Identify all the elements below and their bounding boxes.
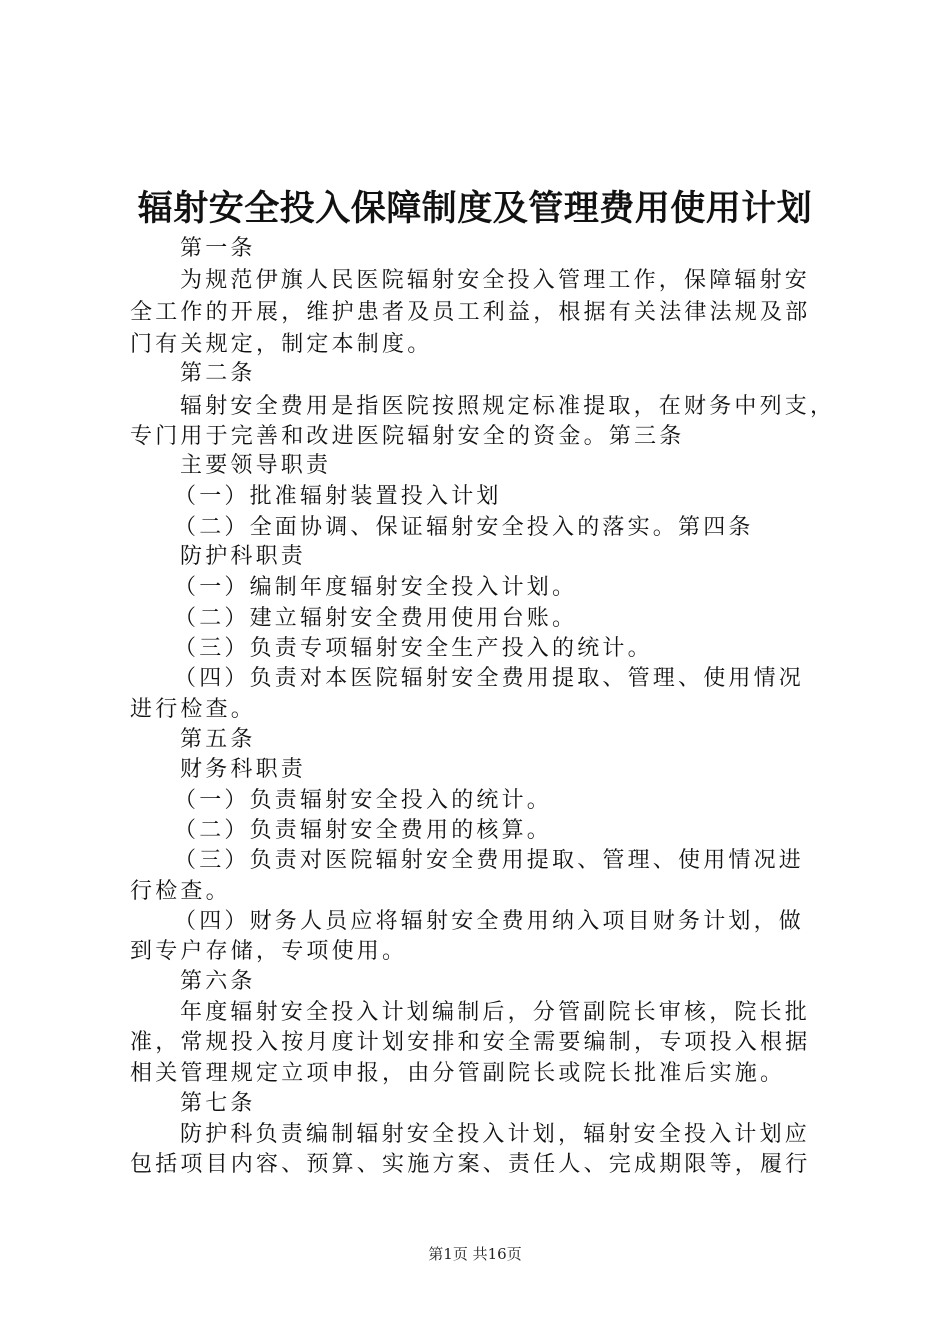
paragraph-line: 专门用于完善和改进医院辐射安全的资金。第三条	[130, 424, 685, 449]
paragraph-line: 到专户存储，专项使用。	[130, 939, 408, 964]
paragraph-line: 进行检查。	[130, 697, 257, 722]
section-heading: 防护科职责	[180, 544, 307, 569]
paragraph-line: 行检查。	[130, 879, 231, 904]
list-item: （一）批准辐射装置投入计划	[174, 484, 502, 509]
paragraph-line: 防护科负责编制辐射安全投入计划，辐射安全投入计划应	[180, 1122, 811, 1147]
list-item: （二）全面协调、保证辐射安全投入的落实。第四条	[174, 515, 754, 540]
paragraph-line: 辐射安全费用是指医院按照规定标准提取，在财务中列支，	[180, 394, 836, 419]
paragraph-line: 准，常规投入按月度计划安排和安全需要编制，专项投入根据	[130, 1030, 811, 1055]
list-item: （二）建立辐射安全费用使用台账。	[174, 606, 578, 631]
paragraph-line: 相关管理规定立项申报，由分管副院长或院长批准后实施。	[130, 1061, 786, 1086]
paragraph-line: 为规范伊旗人民医院辐射安全投入管理工作，保障辐射安	[180, 268, 811, 293]
list-item: （一）编制年度辐射安全投入计划。	[174, 575, 578, 600]
article-heading-6: 第六条	[180, 969, 256, 994]
article-heading-5: 第五条	[180, 727, 256, 752]
page-title: 辐射安全投入保障制度及管理费用使用计划	[137, 189, 813, 229]
paragraph-line: 门有关规定，制定本制度。	[130, 332, 433, 357]
page-number-footer: 第1页 共16页	[428, 1245, 522, 1263]
list-item: （四）财务人员应将辐射安全费用纳入项目财务计划，做	[174, 909, 805, 934]
paragraph-line: 包括项目内容、预算、实施方案、责任人、完成期限等，履行	[130, 1152, 811, 1177]
list-item: （三）负责对医院辐射安全费用提取、管理、使用情况进	[174, 848, 805, 873]
paragraph-line: 全工作的开展，维护患者及员工利益，根据有关法律法规及部	[130, 300, 811, 325]
list-item: （三）负责专项辐射安全生产投入的统计。	[174, 636, 653, 661]
list-item: （四）负责对本医院辐射安全费用提取、管理、使用情况	[174, 666, 805, 691]
list-item: （一）负责辐射安全投入的统计。	[174, 788, 553, 813]
article-heading-1: 第一条	[180, 236, 256, 261]
article-heading-7: 第七条	[180, 1091, 256, 1116]
section-heading: 主要领导职责	[180, 453, 332, 478]
article-heading-2: 第二条	[180, 361, 256, 386]
list-item: （二）负责辐射安全费用的核算。	[174, 818, 553, 843]
paragraph-line: 年度辐射安全投入计划编制后，分管副院长审核，院长批	[180, 1000, 811, 1025]
section-heading: 财务科职责	[180, 757, 307, 782]
